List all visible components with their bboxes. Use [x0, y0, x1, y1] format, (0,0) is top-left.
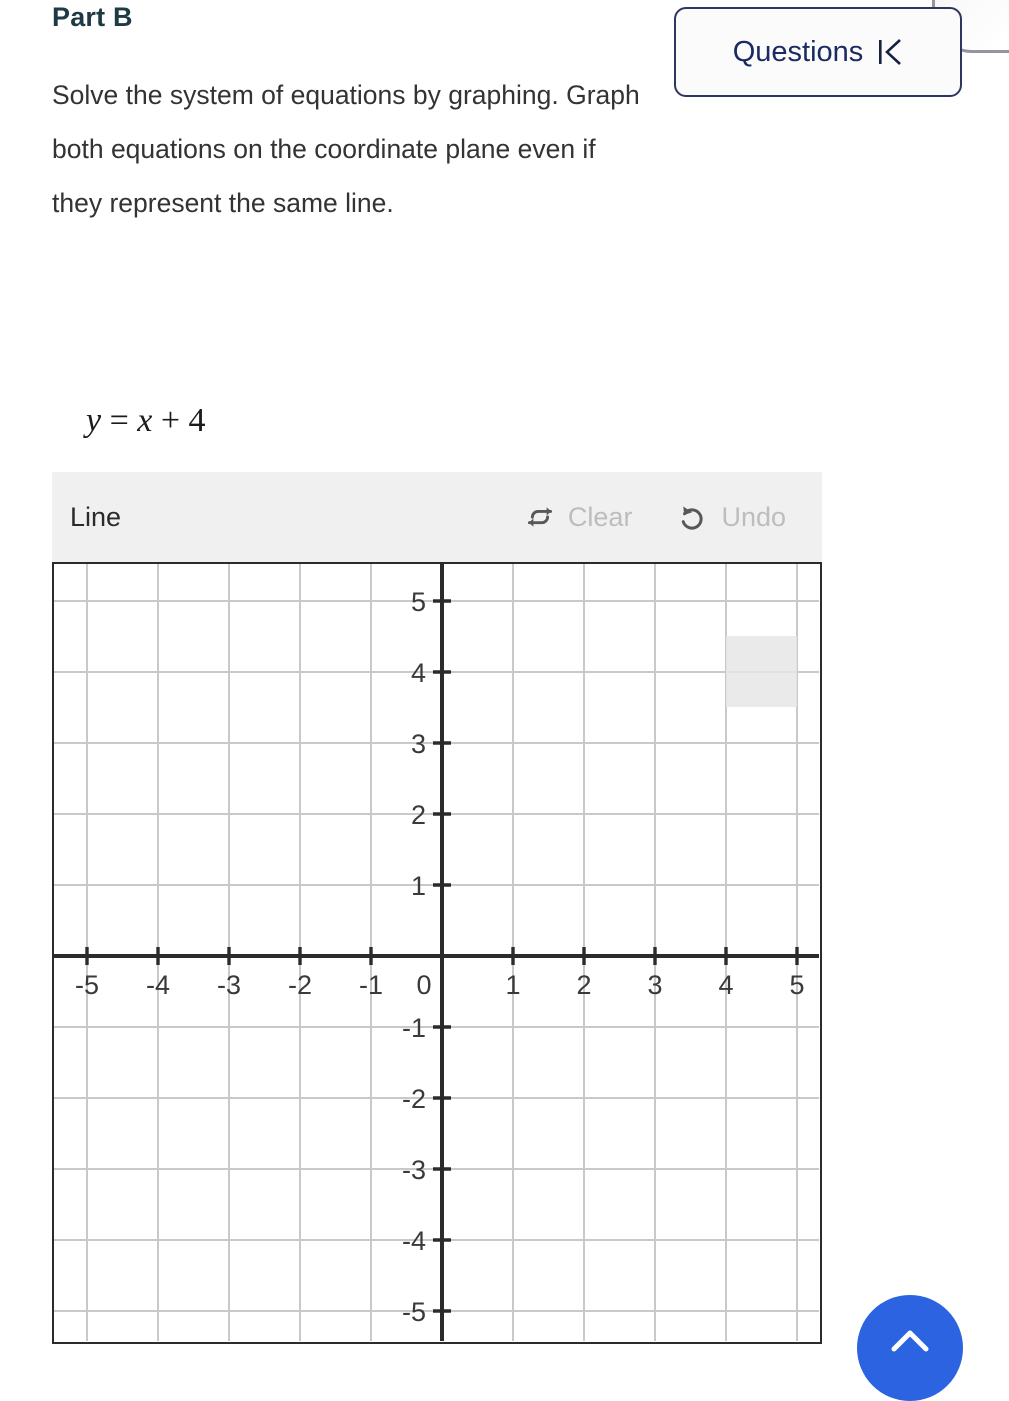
graph-toolbar: [52, 472, 822, 562]
x-tick-label: -1: [358, 970, 384, 1000]
skip-back-icon: [877, 37, 903, 67]
undo-icon: [678, 502, 708, 532]
clear-button[interactable]: [525, 502, 633, 533]
y-tick-label: 4: [410, 658, 426, 688]
x-axis-labels: [75, 970, 805, 1000]
page-title: Part B: [52, 2, 133, 32]
x-tick-label: -2: [287, 970, 313, 1000]
questions-button-label: Questions: [732, 35, 864, 68]
x-tick-label: 1: [505, 970, 521, 1000]
y-tick-label: -1: [401, 1013, 426, 1043]
coordinate-plane[interactable]: [52, 562, 822, 1344]
x-tick-label: 3: [647, 970, 663, 1000]
x-tick-label: -3: [216, 970, 242, 1000]
toolbar-actions: [525, 502, 808, 533]
equation-1-operator: =: [101, 402, 138, 439]
question-prompt: Solve the system of equations by graphing. Graph both equations on the coordinate plane even if they represent the same line.: [52, 80, 640, 218]
y-tick-label: 2: [410, 800, 426, 830]
y-tick-label: -2: [401, 1084, 426, 1114]
y-tick-label: -5: [401, 1297, 426, 1327]
x-tick-label: 2: [576, 970, 592, 1000]
x-tick-label: -4: [145, 970, 171, 1000]
equation-1-tail: + 4: [152, 402, 206, 439]
x-tick-label: 4: [718, 970, 734, 1000]
graphing-widget[interactable]: [52, 472, 822, 1344]
grid-lines: [54, 564, 819, 1341]
clear-label: Clear: [567, 501, 633, 532]
chevron-up-icon: [890, 1325, 930, 1360]
x-tick-label: 5: [789, 970, 805, 1000]
undo-label: Undo: [721, 501, 786, 532]
undo-button[interactable]: [678, 502, 786, 533]
equation-1-variable: x: [137, 402, 153, 439]
equation-1-lhs: y: [86, 402, 102, 439]
y-tick-label: -3: [401, 1155, 426, 1185]
y-tick-label: 3: [410, 729, 426, 759]
y-tick-label: 5: [410, 587, 426, 617]
hover-cell-highlight: [726, 636, 797, 707]
questions-button[interactable]: [674, 7, 962, 97]
refresh-icon: [525, 502, 555, 532]
scroll-to-top-button[interactable]: [857, 1295, 963, 1401]
x-tick-label: -5: [74, 970, 100, 1000]
x-tick-label-origin: 0: [416, 970, 432, 1000]
y-tick-label: -4: [401, 1226, 426, 1256]
y-tick-label: 1: [410, 871, 426, 901]
tool-line-label[interactable]: Line: [70, 501, 122, 532]
coordinate-plane-svg[interactable]: [54, 564, 819, 1341]
